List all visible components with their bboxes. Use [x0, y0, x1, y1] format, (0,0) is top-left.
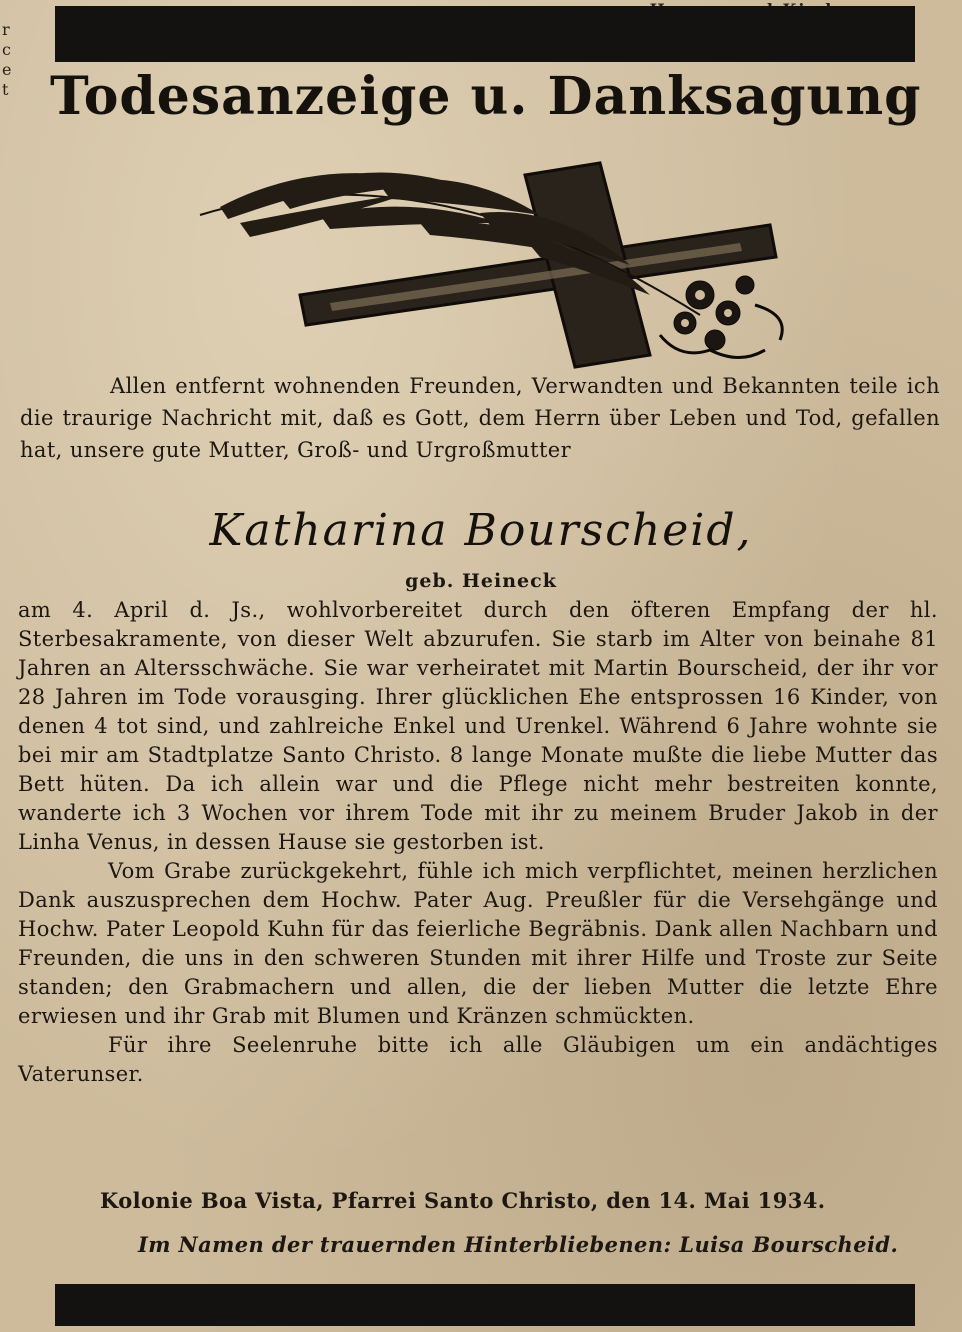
palm-branch-cross-roses-icon	[180, 145, 810, 385]
left-margin-fragment: r c e t	[2, 20, 12, 99]
signature-line: Im Namen der trauernden Hinterbliebenen: Luisa Bourscheid.	[138, 1232, 899, 1257]
body-paragraph: am 4. April d. Js., wohlvorbereitet durch den öfteren Empfang der hl. Sterbesakramente, von dieser Welt abzurufen. Sie starb im Alter von beinahe 81 Jahren an Altersschwäche. Sie war verheiratet mit Martin Bourscheid, der ihr vor 28 Jahren im Tode vorausging. Ihrer glücklichen Ehe entsprossen 16 Kinder, von denen 4 tot sind, und zahlreiche Enkel und Urenkel. Während 6 Jahre wohnte sie bei mir am Stadtplatze Santo Christo. 8 lange Monate mußte die liebe Mutter das Bett hüten. Da ich allein war und die Pflege nicht mehr bestreiten konnte, wanderte ich 3 Wochen vor ihrem Tode mit ihr zu meinem Bruder Jakob in der Linha Venus, in dessen Hause sie gestorben ist.	[18, 598, 938, 854]
intro-paragraph: Allen entfernt wohnenden Freunden, Verwandten und Bekannten teile ich die traurige Nachricht mit, daß es Gott, dem Herrn über Leben und Tod, gefallen hat, unsere gute Mutter, Groß- und Urgroßmutter	[20, 374, 940, 462]
body-text	[18, 596, 938, 1089]
bottom-black-bar	[55, 1284, 915, 1326]
maiden-name: geb. Heineck	[405, 570, 557, 592]
body-paragraph: Vom Grabe zurückgekehrt, fühle ich mich verpflichtet, meinen herzlichen Dank auszusprechen dem Hochw. Pater Aug. Preußler für die Versehgänge und Hochw. Pater Leopold Kuhn für das feierliche Begräbnis. Dank allen Nachbarn und Freunden, die uns in den schweren Stunden mit ihrer Hilfe und Troste zur Seite standen; den Grabmachern und allen, die der lieben Mutter die letzte Ehre erwiesen und ihr Grab mit Blumen und Kränzen schmückten.	[18, 859, 938, 1028]
page-title: Todesanzeige u. Danksagung	[50, 66, 922, 127]
body-paragraph: Für ihre Seelenruhe bitte ich alle Gläubigen um ein andächtiges Vaterunser.	[18, 1033, 938, 1086]
place-date-line: Kolonie Boa Vista, Pfarrei Santo Christo, den 14. Mai 1934.	[100, 1188, 826, 1213]
deceased-name: Katharina Bourscheid,	[209, 505, 753, 556]
top-black-bar	[55, 6, 915, 62]
